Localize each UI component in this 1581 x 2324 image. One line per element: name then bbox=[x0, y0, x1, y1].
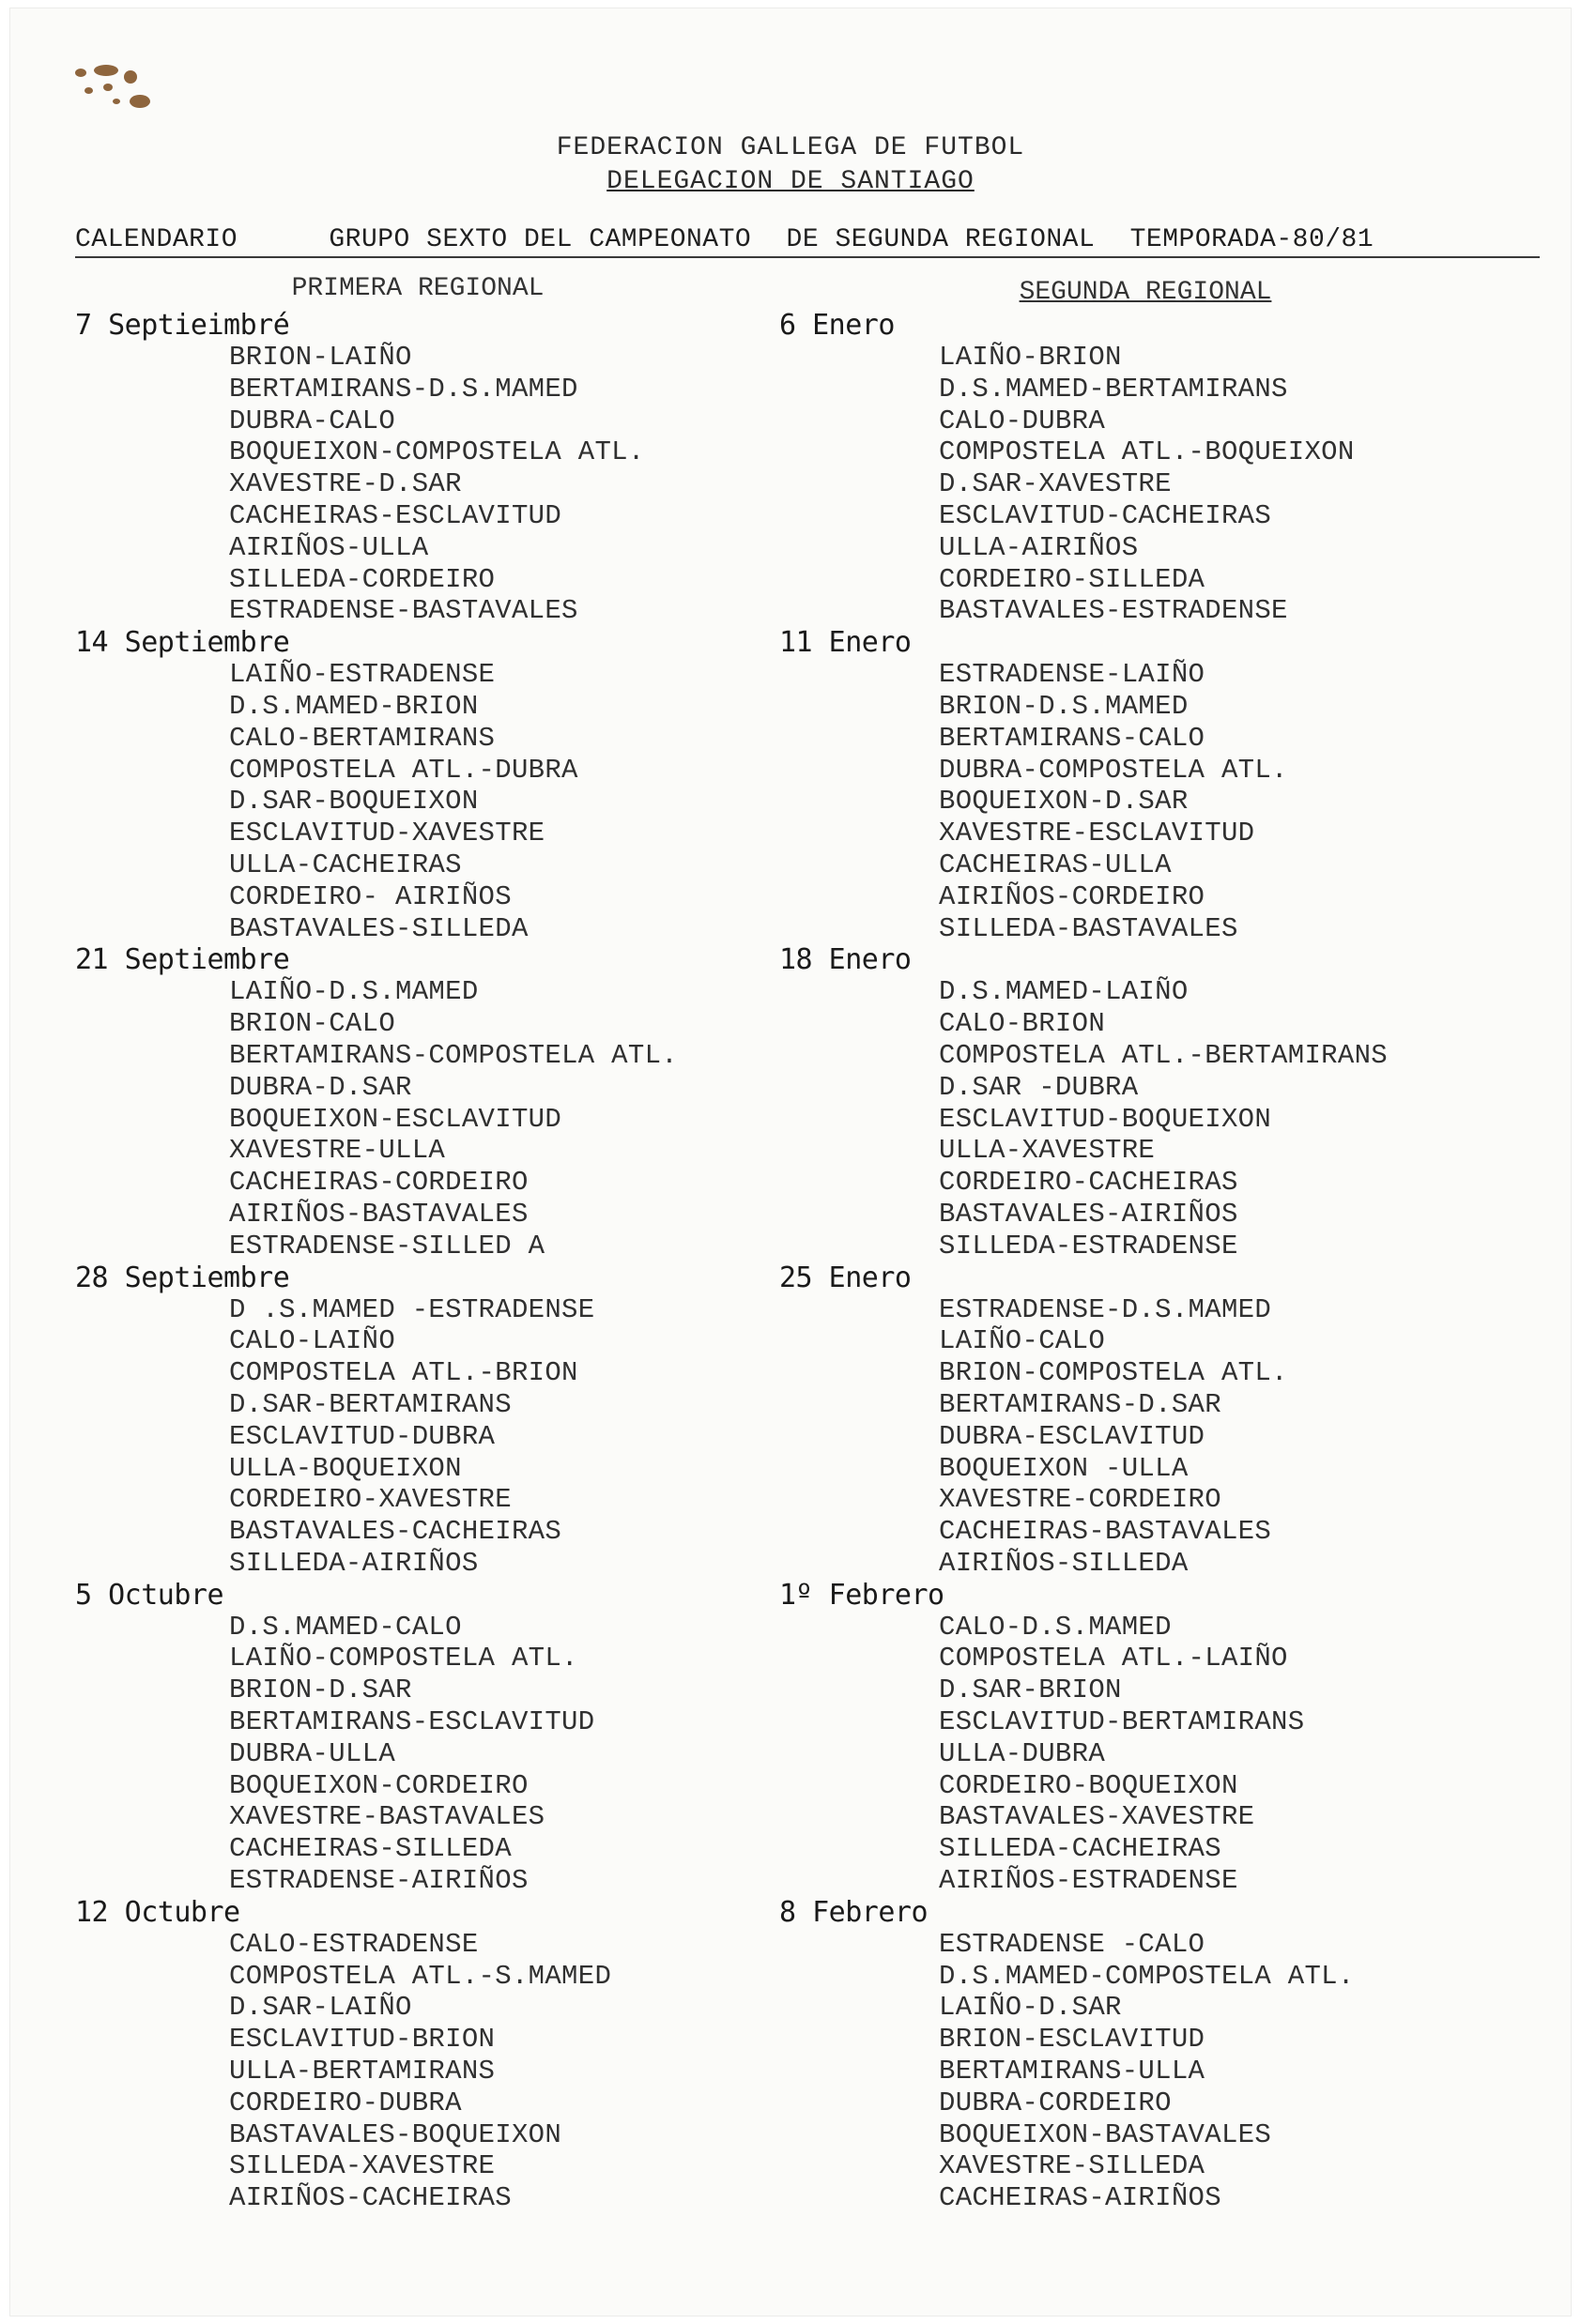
fixture-line: ESTRADENSE-AIRIÑOS bbox=[229, 1865, 529, 1897]
fixture-line: BASTAVALES-CACHEIRAS bbox=[229, 1516, 562, 1548]
fixture-line: SILLEDA-ESTRADENSE bbox=[939, 1230, 1238, 1261]
fixture-line: BERTAMIRANS-ULLA bbox=[939, 2056, 1205, 2087]
fixture-line: BERTAMIRANS-D.SAR bbox=[939, 1388, 1221, 1420]
fixture-line: BRION-D.S.MAMED bbox=[939, 690, 1189, 722]
fixture-line: XAVESTRE-ULLA bbox=[229, 1135, 446, 1167]
fixture-line: BOQUEIXON-ESCLAVITUD bbox=[229, 1103, 562, 1135]
round-date: 1º Febrero bbox=[779, 1578, 944, 1612]
fixture-line: ESCLAVITUD-DUBRA bbox=[229, 1420, 496, 1452]
fixture-line: CALO-D.S.MAMED bbox=[939, 1611, 1172, 1643]
group-label: GRUPO SEXTO DEL CAMPEONATO bbox=[329, 225, 752, 254]
fixture-line: BRION-ESCLAVITUD bbox=[939, 2024, 1205, 2056]
segunda-regional-column bbox=[760, 310, 1474, 2214]
round-date: 14 Septiembre bbox=[75, 626, 290, 660]
fixture-line: CALO-DUBRA bbox=[939, 405, 1106, 436]
fixture-line: CORDEIRO- AIRIÑOS bbox=[229, 880, 512, 912]
fixture-line: D.S.MAMED-LAIÑO bbox=[939, 976, 1189, 1008]
fixture-line: ULLA-AIRIÑOS bbox=[939, 531, 1139, 563]
round-date: 11 Enero bbox=[779, 626, 912, 660]
fixture-line: SILLEDA-XAVESTRE bbox=[229, 2150, 496, 2182]
fixture-line: D .S.MAMED -ESTRADENSE bbox=[229, 1293, 595, 1325]
fixture-line: LAIÑO-D.S.MAMED bbox=[229, 976, 479, 1008]
fixture-line: CACHEIRAS-ESCLAVITUD bbox=[229, 499, 562, 531]
fixture-line: D.SAR-LAIÑO bbox=[229, 1992, 412, 2024]
season-label: TEMPORADA-80/81 bbox=[1129, 225, 1374, 254]
fixture-line: COMPOSTELA ATL.-BOQUEIXON bbox=[939, 436, 1355, 468]
fixture-line: ULLA-DUBRA bbox=[939, 1737, 1106, 1769]
fixture-line: ESTRADENSE-LAIÑO bbox=[939, 659, 1205, 691]
fixture-line: LAIÑO-ESTRADENSE bbox=[229, 659, 496, 691]
delegation-name: DELEGACION DE SANTIAGO bbox=[606, 167, 975, 196]
fixture-line: DUBRA-D.SAR bbox=[229, 1071, 412, 1103]
fixture-line: ESCLAVITUD-BOQUEIXON bbox=[939, 1103, 1272, 1135]
fixture-line: D.SAR-BERTAMIRANS bbox=[229, 1388, 512, 1420]
fixture-line: BRION-COMPOSTELA ATL. bbox=[939, 1357, 1288, 1389]
fixture-line: LAIÑO-CALO bbox=[939, 1325, 1106, 1357]
fixture-line: AIRIÑOS-CORDEIRO bbox=[939, 880, 1205, 912]
letterhead bbox=[0, 131, 1581, 199]
fixture-line: CALO-BRION bbox=[939, 1008, 1106, 1040]
fixture-line: XAVESTRE-D.SAR bbox=[229, 468, 462, 500]
round-date: 7 Septieimbré bbox=[75, 309, 290, 342]
fixture-line: LAIÑO-COMPOSTELA ATL. bbox=[229, 1643, 578, 1674]
fixture-line: CALO-LAIÑO bbox=[229, 1325, 396, 1357]
fixture-line: ESCLAVITUD-BRION bbox=[229, 2024, 496, 2056]
round-date: 6 Enero bbox=[779, 309, 895, 342]
fixture-line: CACHEIRAS-BASTAVALES bbox=[939, 1516, 1272, 1548]
fixture-line: CALO-BERTAMIRANS bbox=[229, 722, 496, 754]
round-date: 28 Septiembre bbox=[75, 1261, 290, 1294]
fixture-line: BOQUEIXON-D.SAR bbox=[939, 786, 1189, 818]
fixture-line: BOQUEIXON-COMPOSTELA ATL. bbox=[229, 436, 645, 468]
fixture-line: ESTRADENSE-SILLED A bbox=[229, 1230, 545, 1261]
fixture-line: CORDEIRO-BOQUEIXON bbox=[939, 1769, 1238, 1801]
fixture-line: AIRIÑOS-CACHEIRAS bbox=[229, 2182, 512, 2214]
fixture-line: COMPOSTELA ATL.-BERTAMIRANS bbox=[939, 1039, 1388, 1071]
fixture-line: COMPOSTELA ATL.-DUBRA bbox=[229, 754, 578, 786]
fixture-line: BERTAMIRANS-D.S.MAMED bbox=[229, 373, 578, 405]
fixture-line: CACHEIRAS-SILLEDA bbox=[229, 1833, 512, 1865]
fixture-line: SILLEDA-BASTAVALES bbox=[939, 912, 1238, 944]
fixture-line: BRION-CALO bbox=[229, 1008, 396, 1040]
fixture-line: CACHEIRAS-ULLA bbox=[939, 849, 1172, 880]
fixture-line: SILLEDA-CACHEIRAS bbox=[939, 1833, 1221, 1865]
fixture-line: BRION-LAIÑO bbox=[229, 342, 412, 373]
fixture-line: BASTAVALES-AIRIÑOS bbox=[939, 1198, 1238, 1230]
fixture-line: ESTRADENSE-BASTAVALES bbox=[229, 595, 578, 627]
fixture-line: CACHEIRAS-AIRIÑOS bbox=[939, 2182, 1221, 2214]
round-date: 21 Septiembre bbox=[75, 943, 290, 977]
fixture-line: D.SAR -DUBRA bbox=[939, 1071, 1139, 1103]
round-date: 12 Octubre bbox=[75, 1895, 240, 1929]
fixture-line: AIRIÑOS-ESTRADENSE bbox=[939, 1865, 1238, 1897]
fixture-line: BASTAVALES-BOQUEIXON bbox=[229, 2118, 562, 2150]
left-column-title: PRIMERA REGIONAL bbox=[291, 274, 545, 303]
fixture-line: CORDEIRO-SILLEDA bbox=[939, 563, 1205, 595]
fixture-line: D.S.MAMED-BRION bbox=[229, 690, 479, 722]
fixture-line: BRION-D.SAR bbox=[229, 1674, 412, 1706]
fixture-line: D.SAR-BRION bbox=[939, 1674, 1122, 1706]
federation-name: FEDERACION GALLEGA DE FUTBOL bbox=[556, 133, 1025, 162]
fixture-line: XAVESTRE-CORDEIRO bbox=[939, 1484, 1221, 1516]
fixture-line: BOQUEIXON-BASTAVALES bbox=[939, 2118, 1272, 2150]
competition-label: DE SEGUNDA REGIONAL bbox=[786, 225, 1096, 254]
fixture-line: DUBRA-ESCLAVITUD bbox=[939, 1420, 1205, 1452]
fixture-line: COMPOSTELA ATL.-S.MAMED bbox=[229, 1960, 612, 1992]
fixture-line: DUBRA-COMPOSTELA ATL. bbox=[939, 754, 1288, 786]
fixture-line: ESCLAVITUD-BERTAMIRANS bbox=[939, 1706, 1305, 1738]
fixture-line: XAVESTRE-ESCLAVITUD bbox=[939, 818, 1255, 849]
round-date: 8 Febrero bbox=[779, 1895, 929, 1929]
fixture-line: ESTRADENSE -CALO bbox=[939, 1928, 1205, 1960]
fixture-line: DUBRA-ULLA bbox=[229, 1737, 396, 1769]
calendar-title-row bbox=[75, 225, 1540, 258]
fixture-line: D.S.MAMED-COMPOSTELA ATL. bbox=[939, 1960, 1355, 1992]
fixture-line: ULLA-CACHEIRAS bbox=[229, 849, 462, 880]
fixture-line: D.SAR-BOQUEIXON bbox=[229, 786, 479, 818]
primera-regional-column bbox=[75, 310, 789, 2214]
fixture-line: ESCLAVITUD-XAVESTRE bbox=[229, 818, 545, 849]
fixture-line: BERTAMIRANS-CALO bbox=[939, 722, 1205, 754]
fixture-line: CORDEIRO-CACHEIRAS bbox=[939, 1167, 1238, 1199]
fixture-line: BASTAVALES-SILLEDA bbox=[229, 912, 529, 944]
fixture-line: DUBRA-CORDEIRO bbox=[939, 2087, 1172, 2118]
fixture-line: BERTAMIRANS-COMPOSTELA ATL. bbox=[229, 1039, 678, 1071]
right-column-title: SEGUNDA REGIONAL bbox=[1019, 278, 1272, 307]
fixture-line: ULLA-BOQUEIXON bbox=[229, 1452, 462, 1484]
round-date: 25 Enero bbox=[779, 1261, 912, 1294]
calendar-label: CALENDARIO bbox=[75, 225, 238, 254]
fixture-line: D.S.MAMED-BERTAMIRANS bbox=[939, 373, 1288, 405]
fixture-line: AIRIÑOS-ULLA bbox=[229, 531, 429, 563]
fixture-line: COMPOSTELA ATL.-LAIÑO bbox=[939, 1643, 1288, 1674]
fixture-line: BOQUEIXON -ULLA bbox=[939, 1452, 1189, 1484]
fixture-line: BASTAVALES-ESTRADENSE bbox=[939, 595, 1288, 627]
fixture-line: LAIÑO-D.SAR bbox=[939, 1992, 1122, 2024]
fixture-line: CORDEIRO-XAVESTRE bbox=[229, 1484, 512, 1516]
fixture-line: SILLEDA-CORDEIRO bbox=[229, 563, 496, 595]
fixture-line: D.SAR-XAVESTRE bbox=[939, 468, 1172, 500]
fixture-line: D.S.MAMED-CALO bbox=[229, 1611, 462, 1643]
fixture-line: XAVESTRE-SILLEDA bbox=[939, 2150, 1205, 2182]
fixture-line: SILLEDA-AIRIÑOS bbox=[229, 1547, 479, 1579]
fixture-line: DUBRA-CALO bbox=[229, 405, 396, 436]
fixture-line: BASTAVALES-XAVESTRE bbox=[939, 1801, 1255, 1833]
fixture-line: BOQUEIXON-CORDEIRO bbox=[229, 1769, 529, 1801]
fixture-line: CORDEIRO-DUBRA bbox=[229, 2087, 462, 2118]
fixture-line: ULLA-XAVESTRE bbox=[939, 1135, 1156, 1167]
fixture-line: BERTAMIRANS-ESCLAVITUD bbox=[229, 1706, 595, 1738]
ink-stain bbox=[75, 61, 178, 127]
fixture-line: ULLA-BERTAMIRANS bbox=[229, 2056, 496, 2087]
fixture-line: CALO-ESTRADENSE bbox=[229, 1928, 479, 1960]
round-date: 5 Octubre bbox=[75, 1578, 224, 1612]
fixture-line: AIRIÑOS-BASTAVALES bbox=[229, 1198, 529, 1230]
fixture-line: LAIÑO-BRION bbox=[939, 342, 1122, 373]
fixture-line: ESTRADENSE-D.S.MAMED bbox=[939, 1293, 1272, 1325]
round-date: 18 Enero bbox=[779, 943, 912, 977]
fixture-line: CACHEIRAS-CORDEIRO bbox=[229, 1167, 529, 1199]
fixture-line: COMPOSTELA ATL.-BRION bbox=[229, 1357, 578, 1389]
fixture-line: ESCLAVITUD-CACHEIRAS bbox=[939, 499, 1272, 531]
fixture-line: AIRIÑOS-SILLEDA bbox=[939, 1547, 1189, 1579]
fixture-line: XAVESTRE-BASTAVALES bbox=[229, 1801, 545, 1833]
